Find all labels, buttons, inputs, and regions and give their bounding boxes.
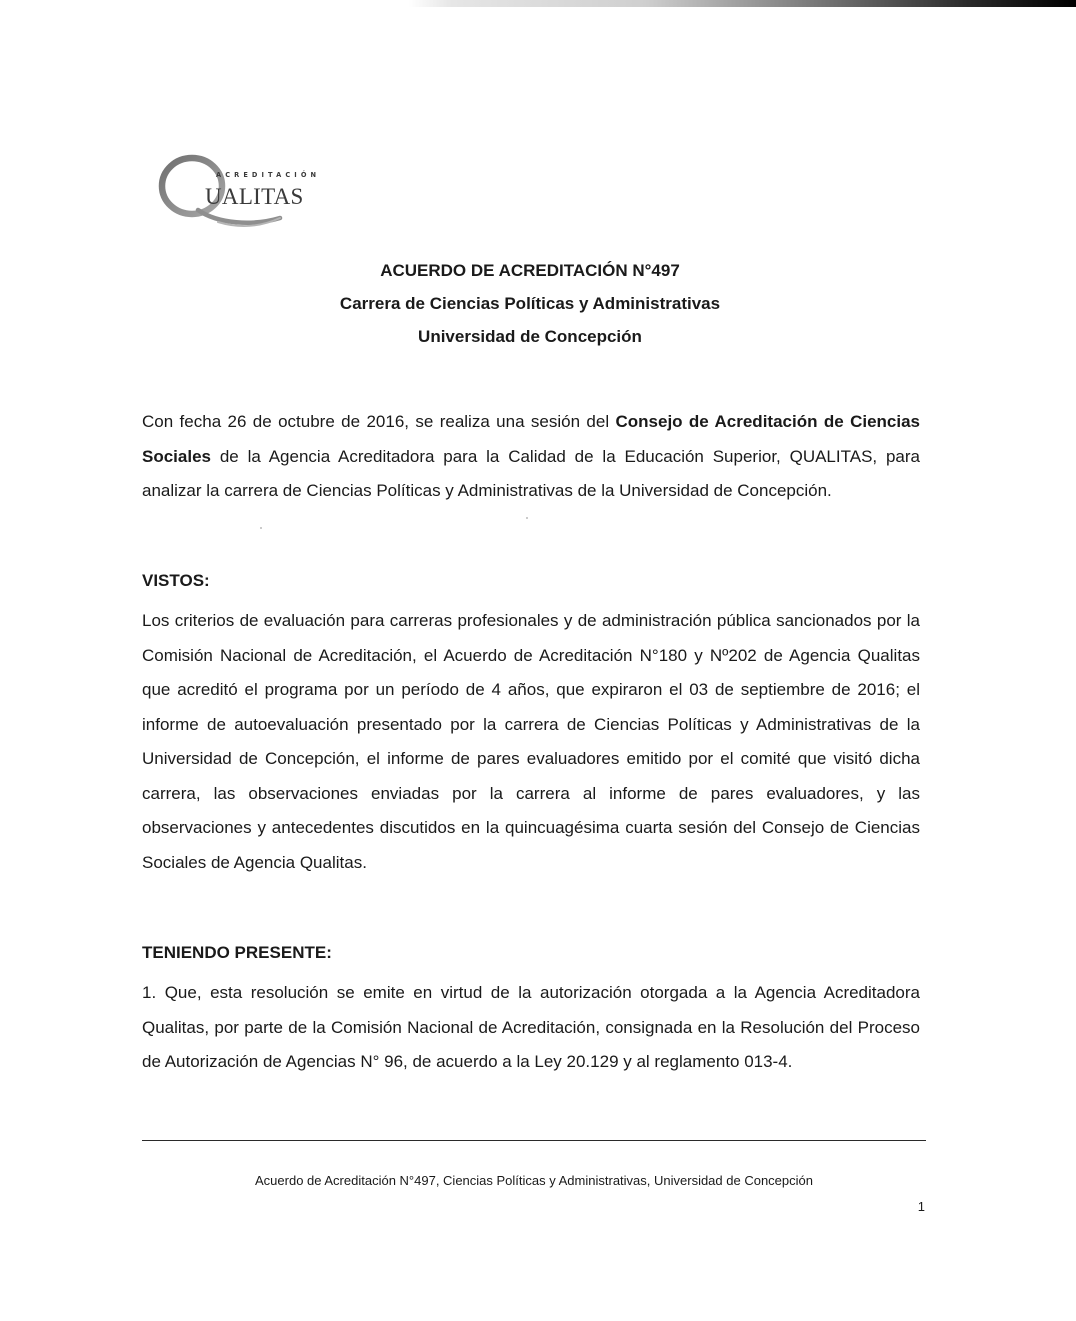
page-number: 1 <box>917 1199 925 1214</box>
title-line-3: Universidad de Concepción <box>418 327 642 346</box>
intro-text-end: de la Agencia Acreditadora para la Calidad de la Educación Superior, QUALITAS, para analizar la carrera de Ciencias Políticas y Administrativas de la Universidad de Concepción. <box>142 446 920 500</box>
teniendo-presente-heading: TENIENDO PRESENTE: <box>142 943 332 962</box>
document-title <box>140 254 920 353</box>
title-line-2: Carrera de Ciencias Políticas y Administrativas <box>339 294 721 313</box>
scan-speck <box>260 527 262 529</box>
intro-text-start: Con fecha 26 de octubre de 2016, se realiza una sesión del <box>142 412 616 431</box>
scan-top-edge <box>0 0 1076 7</box>
footer-caption: Acuerdo de Acreditación N°497, Ciencias Políticas y Administrativas, Universidad de Concepción <box>255 1173 813 1188</box>
logo-tagline: ACREDITACIÓN <box>216 171 321 179</box>
vistos-paragraph: Los criterios de evaluación para carreras profesionales y de administración pública sancionados por la Comisión Nacional de Acreditación, el Acuerdo de Acreditación N°180 y Nº202 de Agencia Qualitas que acreditó el programa por un período de 4 años, que expiraron el 03 de septiembre de 2016; el informe de autoevaluación presentado por la carrera de Ciencias Políticas y Administrativas de la Universidad de Concepción, el informe de pares evaluadores emitido por el comité que visitó dicha carrera, las observaciones enviadas por la carrera al informe de pares evaluadores, y las observaciones y antecedentes discutidos en la quincuagésima cuarta sesión del Consejo de Ciencias Sociales de Agencia Qualitas. <box>142 611 920 872</box>
intro-paragraph <box>142 405 920 509</box>
footer-divider <box>142 1140 926 1141</box>
teniendo-item-1: 1. Que, esta resolución se emite en virtud de la autorización otorgada a la Agencia Acreditadora Qualitas, por parte de la Comisión Nacional de Acreditación, consignada en la Resolución del Proceso de Autorización de Agencias N° 96, de acuerdo a la Ley 20.129 y al reglamento 013-4. <box>142 983 920 1071</box>
qualitas-logo-graphic <box>158 152 348 234</box>
intro-council-name: Consejo de Acreditación de Ciencias Sociales <box>142 412 920 466</box>
vistos-heading: VISTOS: <box>142 571 210 590</box>
logo-wordmark: UALITAS <box>205 184 304 209</box>
qualitas-logo <box>158 152 348 234</box>
scan-speck <box>526 517 528 519</box>
title-line-1: ACUERDO DE ACREDITACIÓN N°497 <box>380 261 680 280</box>
